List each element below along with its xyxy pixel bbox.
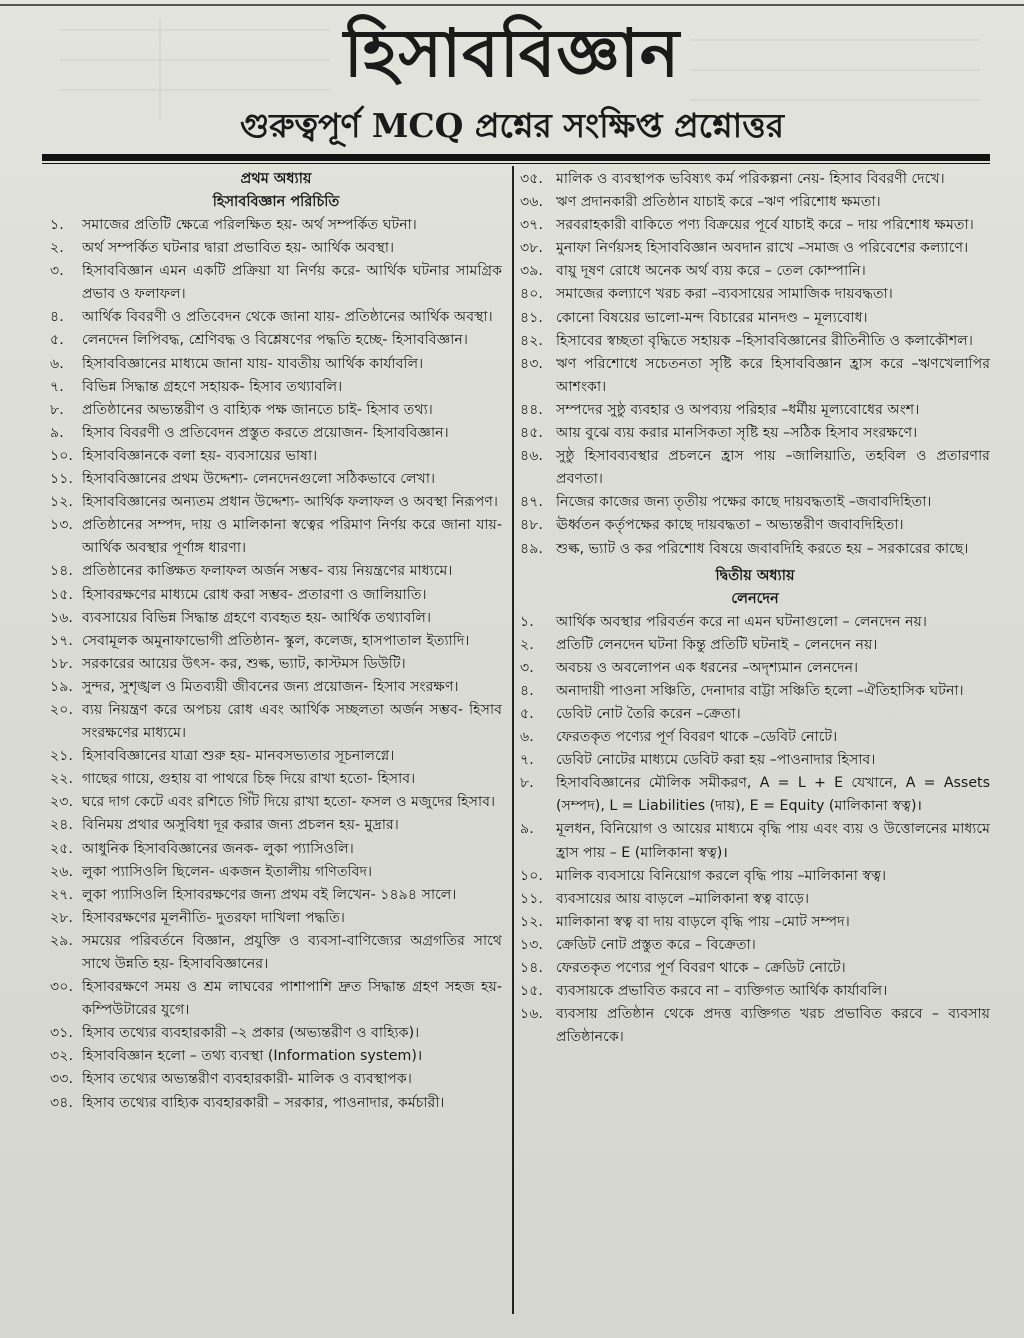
question-answer: ব্যয় নিয়ন্ত্রণ করে অপচয় রোধ এবং আর্থিক সচ্ছলতা অর্জন সম্ভব- হিসাব সংরক্ষণের মাধ্যমে। bbox=[82, 701, 502, 742]
question-number: ৩. bbox=[520, 659, 534, 676]
question-answer: মালিক ব্যবসায়ে বিনিয়োগ করলে বৃদ্ধি পায় –মালিকানা স্বত্ব। bbox=[556, 867, 887, 884]
question-answer: বায়ু দূষণ রোধে অনেক অর্থ ব্যয় করে – তেল কোম্পানি। bbox=[556, 263, 866, 280]
question-number: ৪. bbox=[50, 309, 64, 326]
question-number: ৩১. bbox=[50, 1025, 73, 1042]
question-number: ১৮. bbox=[50, 655, 73, 672]
question-item bbox=[520, 611, 990, 634]
question-answer: সুষ্ঠু হিসাবব্যবস্থার প্রচলনে হ্রাস পায় –জালিয়াতি, তহবিল ও প্রতারণার প্রবণতা। bbox=[556, 448, 990, 488]
question-number: ১১. bbox=[520, 890, 543, 907]
question-item bbox=[50, 1092, 502, 1115]
question-item bbox=[50, 514, 502, 560]
question-item bbox=[520, 538, 990, 561]
question-number: ৩০. bbox=[50, 979, 73, 996]
question-answer: লুকা প্যাসিওলি হিসাবরক্ষণের জন্য প্রথম বই লিখেন- ১৪৯৪ সালে। bbox=[82, 886, 457, 903]
question-answer: হিসাববিজ্ঞানকে বলা হয়- ব্যবসায়ের ভাষা। bbox=[82, 447, 318, 464]
question-item bbox=[520, 934, 990, 957]
question-item bbox=[520, 330, 990, 353]
question-item bbox=[50, 630, 502, 653]
question-item bbox=[50, 976, 502, 1022]
question-answer: প্রতিষ্ঠানের সম্পদ, দায় ও মালিকানা স্বত্বের পরিমাণ নির্ণয় করে জানা যায়- আর্থিক অবস্থার পূর্ণাঙ্গ ধারণা। bbox=[82, 517, 502, 557]
question-number: ৯. bbox=[50, 424, 64, 441]
question-answer: হিসাবরক্ষণের মাধ্যমে রোধ করা সম্ভব- প্রতারণা ও জালিয়াতি। bbox=[82, 586, 427, 603]
question-item bbox=[50, 653, 502, 676]
question-item bbox=[50, 676, 502, 699]
question-item bbox=[520, 422, 990, 445]
header-rule bbox=[42, 154, 990, 161]
question-item bbox=[520, 865, 990, 888]
question-item bbox=[50, 214, 502, 237]
question-number: ২০. bbox=[50, 701, 73, 718]
question-answer: মালিক ও ব্যবস্থাপক ভবিষ্যৎ কর্ম পরিকল্পনা নেয়- হিসাব বিবরণী দেখে। bbox=[556, 171, 945, 187]
question-number: ৪৬. bbox=[520, 448, 543, 465]
question-answer: আর্থিক বিবরণী ও প্রতিবেদন থেকে জানা যায়- প্রতিষ্ঠানের আর্থিক অবস্থা। bbox=[82, 309, 493, 326]
top-border bbox=[0, 4, 1024, 6]
question-number: ২. bbox=[50, 240, 64, 257]
question-item bbox=[520, 491, 990, 514]
question-item bbox=[50, 306, 502, 329]
chapter1-heading: প্রথম অধ্যায় bbox=[240, 171, 312, 187]
question-item bbox=[520, 214, 990, 237]
question-number: ৯. bbox=[520, 821, 534, 838]
question-answer: লুকা প্যাসিওলি ছিলেন- একজন ইতালীয় গণিতবিদ। bbox=[82, 863, 373, 880]
question-number: ৪. bbox=[520, 682, 534, 699]
question-number: ৩৪. bbox=[50, 1094, 73, 1111]
question-number: ২৮. bbox=[50, 909, 73, 926]
question-answer: ফেরতকৃত পণ্যের পূর্ণ বিবরণ থাকে – ক্রেডিট নোটে। bbox=[556, 960, 846, 976]
right-column bbox=[520, 168, 990, 1049]
question-number: ৪৩. bbox=[520, 355, 543, 372]
question-answer: হিসাব তথ্যের ব্যবহারকারী –২ প্রকার (অভ্যন্তরীণ ও বাহ্যিক)। bbox=[82, 1025, 420, 1042]
question-number: ১০. bbox=[520, 867, 543, 884]
question-answer: হিসাব তথ্যের অভ্যন্তরীণ ব্যবহারকারী- মালিক ও ব্যবস্থাপক। bbox=[82, 1071, 412, 1088]
question-answer: হিসাববিজ্ঞানের মাধ্যমে জানা যায়- যাবতীয় আর্থিক কার্যাবলি। bbox=[82, 355, 424, 372]
question-number: ২৩. bbox=[50, 794, 73, 811]
question-answer: অর্থ সম্পর্কিত ঘটনার দ্বারা প্রভাবিত হয়- আর্থিক অবস্থা। bbox=[82, 240, 395, 257]
question-number: ৬. bbox=[50, 355, 64, 372]
question-number: ১৪. bbox=[520, 960, 543, 976]
question-item bbox=[520, 818, 990, 864]
question-number: ৬. bbox=[520, 729, 534, 746]
question-answer: সরকারের আয়ের উৎস- কর, শুল্ক, ভ্যাট, কাস্টমস ডিউটি। bbox=[82, 655, 406, 672]
question-item bbox=[520, 445, 990, 491]
question-answer: হিসাববিজ্ঞানের মৌলিক সমীকরণ, A = L + E যেখানে, A = Assets (সম্পদ), L = Liabilities (দায়), E = Equity (মালিকানা স্বত্ব)। bbox=[556, 775, 990, 815]
question-answer: অবচয় ও অবলোপন এক ধরনের –অদৃশ্যমান লেনদেন। bbox=[556, 659, 859, 676]
question-answer: প্রতিষ্ঠানের কাঙ্ক্ষিত ফলাফল অর্জন সম্ভব- ব্যয় নিয়ন্ত্রণের মাধ্যমে। bbox=[82, 563, 453, 580]
question-answer: ডেবিট নোট তৈরি করেন –ক্রেতা। bbox=[556, 705, 741, 722]
question-item bbox=[50, 237, 502, 260]
question-number: ৩৮. bbox=[520, 240, 543, 257]
question-answer: আয় বুঝে ব্যয় করার মানসিকতা সৃষ্টি হয় –সঠিক হিসাব সংরক্ষণে। bbox=[556, 425, 918, 442]
question-answer: সম্পদের সুষ্ঠু ব্যবহার ও অপব্যয় পরিহার –ধর্মীয় মূল্যবোধের অংশ। bbox=[556, 401, 920, 418]
question-answer: ডেবিট নোটের মাধ্যমে ডেবিট করা হয় –পাওনাদার হিসাব। bbox=[556, 752, 876, 769]
question-number: ৭. bbox=[50, 378, 64, 395]
question-number: ১৯. bbox=[50, 678, 73, 695]
question-item bbox=[520, 514, 990, 537]
question-answer: ঋণ প্রদানকারী প্রতিষ্ঠান যাচাই করে –ঋণ পরিশোধ ক্ষমতা। bbox=[556, 194, 881, 211]
question-answer: হিসাব তথ্যের বাহ্যিক ব্যবহারকারী – সরকার, পাওনাদার, কর্মচারী। bbox=[82, 1094, 445, 1111]
question-item bbox=[50, 491, 502, 514]
question-item bbox=[50, 607, 502, 630]
question-number: ৩৬. bbox=[520, 194, 543, 211]
question-number: ৪৯. bbox=[520, 540, 543, 557]
question-item bbox=[520, 911, 990, 934]
question-number: ১. bbox=[520, 613, 534, 630]
question-answer: লেনদেন লিপিবদ্ধ, শ্রেণিবদ্ধ ও বিশ্লেষণের পদ্ধতি হচ্ছে- হিসাববিজ্ঞান। bbox=[82, 332, 468, 349]
question-item bbox=[50, 699, 502, 745]
question-answer: ব্যবসায় প্রতিষ্ঠান থেকে প্রদত্ত ব্যক্তিগত খরচ প্রভাবিত করবে – ব্যবসায় প্রতিষ্ঠানকে। bbox=[556, 1006, 990, 1046]
question-item bbox=[50, 584, 502, 607]
question-number: ৪৭. bbox=[520, 494, 543, 511]
question-answer: সুন্দর, সুশৃঙ্খল ও মিতব্যয়ী জীবনের জন্য প্রয়োজন- হিসাব সংরক্ষণ। bbox=[82, 678, 459, 695]
question-item bbox=[520, 634, 990, 657]
question-answer: ঋণ পরিশোধে সচেতনতা সৃষ্টি করে হিসাববিজ্ঞান হ্রাস করে –ঋণখেলাপির আশংকা। bbox=[556, 355, 990, 395]
question-item bbox=[50, 1068, 502, 1091]
question-answer: হিসাবরক্ষণে সময় ও শ্রম লাঘবের পাশাপাশি দ্রুত সিদ্ধান্ত গ্রহণ সহজ হয়- কম্পিউটারের যুগে। bbox=[82, 979, 502, 1019]
question-item bbox=[520, 237, 990, 260]
question-answer: হিসাববিজ্ঞানের প্রথম উদ্দেশ্য- লেনদেনগুলো সঠিকভাবে লেখা। bbox=[82, 471, 436, 488]
question-item bbox=[520, 353, 990, 399]
question-answer: সমাজের প্রতিটি ক্ষেত্রে পরিলক্ষিত হয়- অর্থ সম্পর্কিত ঘটনা। bbox=[82, 217, 417, 233]
chapter1-title: হিসাববিজ্ঞান পরিচিতি bbox=[212, 194, 340, 210]
question-answer: হিসাববিজ্ঞানের অন্যতম প্রধান উদ্দেশ্য- আর্থিক ফলাফল ও অবস্থা নিরূপণ। bbox=[82, 494, 498, 511]
question-item bbox=[50, 445, 502, 468]
header-rule-thin bbox=[42, 163, 990, 164]
question-answer: হিসাবের স্বচ্ছতা বৃদ্ধিতে সহায়ক –হিসাববিজ্ঞানের রীতিনীতি ও কলাকৌশল। bbox=[556, 332, 973, 349]
question-answer: প্রতিটি লেনদেন ঘটনা কিন্তু প্রতিটি ঘটনাই – লেনদেন নয়। bbox=[556, 636, 878, 653]
question-answer: প্রতিষ্ঠানের অভ্যন্তরীণ ও বাহ্যিক পক্ষ জানতে চাই- হিসাব তথ্য। bbox=[82, 401, 433, 418]
question-number: ৮. bbox=[50, 401, 64, 418]
question-answer: হিসাব বিবরণী ও প্রতিবেদন প্রস্তুত করতে প্রয়োজন- হিসাববিজ্ঞান। bbox=[82, 424, 449, 441]
question-item bbox=[520, 657, 990, 680]
question-number: ২৫. bbox=[50, 840, 73, 857]
question-number: ২৪. bbox=[50, 817, 73, 834]
question-item bbox=[50, 1022, 502, 1045]
question-item bbox=[520, 1003, 990, 1049]
question-number: ৩৯. bbox=[520, 263, 543, 280]
question-item bbox=[50, 422, 502, 445]
question-number: ১৩. bbox=[520, 936, 543, 953]
question-answer: কোনো বিষয়ের ভালো-মন্দ বিচারের মানদণ্ড – মূল্যবোধ। bbox=[556, 309, 868, 326]
question-answer: মুনাফা নির্ণয়সহ হিসাববিজ্ঞান অবদান রাখে –সমাজ ও পরিবেশের কল্যাণে। bbox=[556, 240, 969, 257]
question-item bbox=[520, 888, 990, 911]
question-number: ২৯. bbox=[50, 932, 73, 949]
question-number: ৮. bbox=[520, 775, 534, 792]
question-item bbox=[50, 884, 502, 907]
question-number: ৩২. bbox=[50, 1048, 73, 1065]
question-number: ১. bbox=[50, 217, 64, 233]
question-number: ৩৫. bbox=[520, 171, 543, 187]
question-item bbox=[520, 680, 990, 703]
question-item bbox=[520, 283, 990, 306]
question-number: ২. bbox=[520, 636, 534, 653]
question-answer: মূলধন, বিনিয়োগ ও আয়ের মাধ্যমে বৃদ্ধি পায় এবং ব্যয় ও উত্তোলনের মাধ্যমে হ্রাস পায় – E (মালিকানা স্বত্ব)। bbox=[556, 821, 990, 861]
chapter2-heading: দ্বিতীয় অধ্যায় bbox=[715, 567, 795, 584]
question-number: ১৫. bbox=[520, 983, 543, 1000]
question-number: ১১. bbox=[50, 471, 73, 488]
question-number: ২১. bbox=[50, 748, 73, 765]
left-column bbox=[50, 168, 502, 1115]
question-number: ৩৩. bbox=[50, 1071, 73, 1088]
question-item bbox=[50, 1045, 502, 1068]
question-item bbox=[50, 930, 502, 976]
column-divider bbox=[512, 166, 514, 1314]
question-answer: গাছের গায়ে, গুহায় বা পাথরে চিহ্ন দিয়ে রাখা হতো- হিসাব। bbox=[82, 771, 416, 788]
question-item bbox=[50, 353, 502, 376]
question-answer: ক্রেডিট নোট প্রস্তুত করে – বিক্রেতা। bbox=[556, 936, 756, 953]
question-number: ১৬. bbox=[50, 609, 73, 626]
page-subtitle: গুরুত্বপূর্ণ MCQ প্রশ্নের সংক্ষিপ্ত প্রশ্নোত্তর bbox=[239, 106, 784, 145]
question-number: ১৩. bbox=[50, 517, 73, 534]
question-item bbox=[520, 260, 990, 283]
question-item bbox=[520, 726, 990, 749]
question-number: ৫. bbox=[50, 332, 64, 349]
question-item bbox=[50, 814, 502, 837]
question-number: ১৬. bbox=[520, 1006, 543, 1023]
question-item bbox=[50, 560, 502, 583]
question-item bbox=[520, 749, 990, 772]
question-number: ১৭. bbox=[50, 632, 73, 649]
question-number: ৩৭. bbox=[520, 217, 543, 234]
question-item bbox=[50, 745, 502, 768]
question-item bbox=[520, 191, 990, 214]
chapter2-title: লেনদেন bbox=[731, 590, 779, 607]
question-number: ২৭. bbox=[50, 886, 73, 903]
question-number: ৩. bbox=[50, 263, 64, 280]
question-item bbox=[50, 791, 502, 814]
question-answer: হিসাবরক্ষণের মূলনীতি- দুতরফা দাখিলা পদ্ধতি। bbox=[82, 909, 345, 926]
question-answer: সমাজের কল্যাণে খরচ করা –ব্যবসায়ের সামাজিক দায়বদ্ধতা। bbox=[556, 286, 893, 303]
question-answer: সরবরাহকারী বাকিতে পণ্য বিক্রয়ের পূর্বে যাচাই করে – দায় পরিশোধ ক্ষমতা। bbox=[556, 217, 974, 234]
question-item bbox=[50, 838, 502, 861]
question-answer: আধুনিক হিসাববিজ্ঞানের জনক- লুকা প্যাসিওলি। bbox=[82, 840, 354, 857]
question-item bbox=[50, 768, 502, 791]
question-item bbox=[50, 399, 502, 422]
question-item bbox=[520, 772, 990, 818]
question-number: ৪২. bbox=[520, 332, 543, 349]
question-answer: ঊর্ধ্বতন কর্তৃপক্ষের কাছে দায়বদ্ধতা – অভ্যন্তরীণ জবাবদিহিতা। bbox=[556, 517, 904, 534]
question-answer: সেবামূলক অমুনাফাভোগী প্রতিষ্ঠান- স্কুল, কলেজ, হাসপাতাল ইত্যাদি। bbox=[82, 632, 470, 649]
question-number: ১০. bbox=[50, 447, 73, 464]
question-number: ৪৮. bbox=[520, 517, 543, 534]
question-item bbox=[50, 907, 502, 930]
question-answer: শুল্ক, ভ্যাট ও কর পরিশোধ বিষয়ে জবাবদিহি করতে হয় – সরকারের কাছে। bbox=[556, 540, 969, 557]
question-answer: ব্যবসায়ের বিভিন্ন সিদ্ধান্ত গ্রহণে ব্যবহৃত হয়- আর্থিক তথ্যাবলি। bbox=[82, 609, 432, 626]
question-answer: ঘরে দাগ কেটে এবং রশিতে গিঁট দিয়ে রাখা হতো- ফসল ও মজুদের হিসাব। bbox=[82, 794, 496, 811]
question-item bbox=[520, 957, 990, 980]
question-answer: ফেরতকৃত পণ্যের পূর্ণ বিবরণ থাকে –ডেবিট নোটে। bbox=[556, 729, 838, 746]
question-item bbox=[50, 861, 502, 884]
question-answer: সময়ের পরিবর্তনে বিজ্ঞান, প্রযুক্তি ও ব্যবসা-বাণিজ্যের অগ্রগতির সাথে সাথে উন্নতি হয়- হিসাববিজ্ঞানের। bbox=[82, 932, 502, 972]
question-item bbox=[50, 468, 502, 491]
question-item bbox=[50, 376, 502, 399]
question-item bbox=[50, 329, 502, 352]
question-number: ১৫. bbox=[50, 586, 73, 603]
question-item bbox=[520, 703, 990, 726]
question-number: ১৪. bbox=[50, 563, 73, 580]
question-answer: হিসাববিজ্ঞান হলো – তথ্য ব্যবস্থা (Information system)। bbox=[82, 1048, 423, 1065]
question-number: ১২. bbox=[50, 494, 73, 511]
question-answer: অনাদায়ী পাওনা সঞ্চিতি, দেনাদার বাট্টা সঞ্চিতি হলো –ঐতিহাসিক ঘটনা। bbox=[556, 682, 964, 699]
question-item bbox=[520, 168, 990, 191]
question-answer: নিজের কাজের জন্য তৃতীয় পক্ষের কাছে দায়বদ্ধতাই –জবাবদিহিতা। bbox=[556, 494, 932, 511]
question-item bbox=[50, 260, 502, 306]
question-answer: মালিকানা স্বত্ব বা দায় বাড়লে বৃদ্ধি পায় –মোট সম্পদ। bbox=[556, 913, 850, 930]
question-number: ৪০. bbox=[520, 286, 543, 303]
question-number: ২২. bbox=[50, 771, 73, 788]
question-answer: ব্যবসায়কে প্রভাবিত করবে না – ব্যক্তিগত আর্থিক কার্যাবলি। bbox=[556, 983, 888, 1000]
question-answer: বিনিময় প্রথার অসুবিধা দূর করার জন্য প্রচলন হয়- মুদ্রার। bbox=[82, 817, 399, 834]
question-number: ৪১. bbox=[520, 309, 543, 326]
question-answer: বিভিন্ন সিদ্ধান্ত গ্রহণে সহায়ক- হিসাব তথ্যাবলি। bbox=[82, 378, 343, 395]
question-answer: আর্থিক অবস্থার পরিবর্তন করে না এমন ঘটনাগুলো – লেনদেন নয়। bbox=[556, 613, 927, 630]
question-answer: হিসাববিজ্ঞানের যাত্রা শুরু হয়- মানবসভ্যতার সূচনালগ্নে। bbox=[82, 748, 395, 765]
question-answer: হিসাববিজ্ঞান এমন একটি প্রক্রিয়া যা নির্ণয় করে- আর্থিক ঘটনার সামগ্রিক প্রভাব ও ফলাফল। bbox=[82, 263, 502, 303]
question-item bbox=[520, 307, 990, 330]
question-answer: ব্যবসায়ের আয় বাড়লে –মালিকানা স্বত্ব বাড়ে। bbox=[556, 890, 810, 907]
question-number: ৪৫. bbox=[520, 425, 543, 442]
question-number: ৭. bbox=[520, 752, 534, 769]
question-number: ২৬. bbox=[50, 863, 73, 880]
question-item bbox=[520, 399, 990, 422]
question-number: ৫. bbox=[520, 705, 534, 722]
question-item bbox=[520, 980, 990, 1003]
question-number: ৪৪. bbox=[520, 401, 543, 418]
question-number: ১২. bbox=[520, 913, 543, 930]
page-title: হিসাববিজ্ঞান bbox=[343, 14, 681, 92]
